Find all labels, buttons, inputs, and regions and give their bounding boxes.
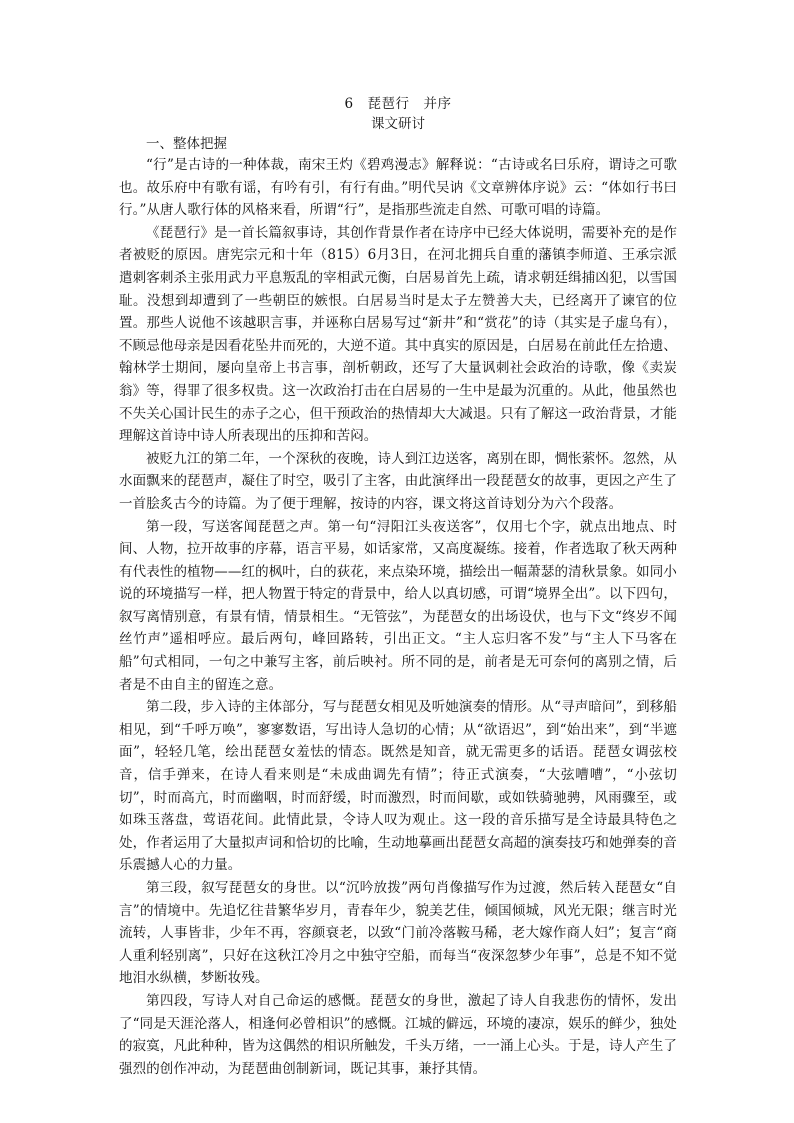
paragraph-section-two: 第二段，步入诗的主体部分，写与琵琶女相见及听她演奏的情形。从“寻声暗问”，到移船相见，到“千呼万唤”，寥寥数语，写出诗人急切的心情；从“欲语迟”，到“始出来”，到“半遮面”，轻轻几笔，绘出琵琶女羞怯的情态。既然是知音，就无需更多的话语。琵琶女调弦校音，信手弹来，在诗人看来则是“未成曲调先有情”；待正式演奏，“大弦嘈嘈”，“小弦切切”，时而高亢，时而幽咽，时而舒缓，时而激烈，时而间歇，或如铁骑驰骋，风雨骤至，或如珠玉落盘，莺语花间。此情此景，令诗人叹为观止。这一段的音乐描写是全诗最具特色之处，作者运用了大量拟声词和恰切的比喻，生动地摹画出琵琶女高超的演奏技巧和她弹奏的音乐震撼人心的力量。 bbox=[119, 699, 677, 874]
document-page bbox=[119, 95, 677, 1080]
paragraph-background: 《琵琶行》是一首长篇叙事诗，其创作背景作者在诗序中已经大体说明，需要补充的是作者被贬的原因。唐宪宗元和十年（815）6月3日，在河北拥兵自重的藩镇李师道、王承宗派遣刺客刺杀主张用武力平息叛乱的宰相武元衡，白居易首先上疏，请求朝廷缉捕凶犯，以雪国耻。没想到却遭到了一些朝臣的嫉恨。白居易当时是太子左赞善大夫，已经离开了谏官的位置。那些人说他不该越职言事，并诬称白居易写过“新井”和“赏花”的诗（其实是子虚乌有），不顾忌他母亲是因看花坠井而死的，大逆不道。其中真实的原因是，白居易在前此任左拾遗、翰林学士期间，屡向皇帝上书言事，剖析朝政，还写了大量讽刺社会政治的诗歌，像《卖炭翁》等，得罪了很多权贵。这一次政治打击在白居易的一生中是最为沉重的。从此，他虽然也不失关心国计民生的赤子之心，但干预政治的热情却大大减退。只有了解这一政治背景，才能理解这首诗中诗人所表现出的压抑和苦闷。 bbox=[119, 224, 677, 445]
paragraph-section-one: 第一段，写送客闻琵琶之声。第一句“浔阳江头夜送客”，仅用七个字，就点出地点、时间、人物，拉开故事的序幕，语言平易，如话家常，又高度凝练。接着，作者选取了秋天两种有代表性的植物——红的枫叶，白的荻花，来点染环境，描绘出一幅萧瑟的清秋景象。如同小说的环境描写一样，把人物置于特定的背景中，给人以真切感，可谓“境界全出”。以下四句，叙写离情别意，有景有情，情景相生。“无管弦”，为琵琶女的出场设伏，也与下文“终岁不闻丝竹声”遥相呼应。最后两句，峰回路转，引出正文。“主人忘归客不发”与“主人下马客在船”句式相同，一句之中兼写主客，前后映衬。所不同的是，前者是无可奈何的离别之情，后者是不由自主的留连之意。 bbox=[119, 518, 678, 693]
section-heading-overall: 一、整体把握 bbox=[146, 136, 227, 152]
paragraph-xing-genre: “行”是古诗的一种体裁，南宋王灼《碧鸡漫志》解释说：“古诗或名曰乐府，谓诗之可歌也。故乐府中有歌有谣，有吟有引，有行有曲。”明代吴讷《文章辨体序说》云：“体如行书曰行。”从唐人歌行体的风格来看，所谓“行”，是指那些流走自然、可歌可唱的诗篇。 bbox=[119, 157, 677, 219]
paragraph-intro-structure: 被贬九江的第二年，一个深秋的夜晚，诗人到江边送客，离别在即，惆怅萦怀。忽然，从水面飘来的琵琶声，凝住了时空，吸引了主客，由此演绎出一段琵琶女的故事，更因之产生了一首脍炙古今的诗篇。为了便于理解，按诗的内容，课文将这首诗划分为六个段落。 bbox=[119, 450, 677, 512]
section-subtitle: 课文研讨 bbox=[371, 116, 425, 132]
lesson-title-suffix: 并序 bbox=[423, 96, 452, 112]
paragraph-section-four: 第四段，写诗人对自己命运的感慨。琵琶女的身世，激起了诗人自我悲伤的情怀，发出了“同是天涯沦落人，相逢何必曾相识”的感慨。江城的僻远，环境的凄凉，娱乐的鲜少，独处的寂寞，凡此种种，皆为这偶然的相识所触发，千头万绪，一一涌上心头。于是，诗人产生了强烈的创作冲动，为琵琶曲创制新词，既记其事，兼抒其情。 bbox=[119, 992, 678, 1077]
paragraph-section-three: 第三段，叙写琵琶女的身世。以“沉吟放拨”两句肖像描写作为过渡，然后转入琵琶女“自言”的情境中。先追忆往昔繁华岁月，青春年少，貌美艺佳，倾国倾城，风光无限；继言时光流转，人事皆非，少年不再，容颜衰老，以致“门前冷落鞍马稀，老大嫁作商人妇”；复言“商人重利轻别离”，只好在这秋江冷月之中独守空船，而每当“夜深忽梦少年事”，总是不知不觉地泪水纵横，梦断妆残。 bbox=[119, 880, 677, 987]
lesson-number: 6 bbox=[344, 96, 354, 112]
lesson-title bbox=[119, 95, 677, 114]
lesson-title-main: 琵琶行 bbox=[367, 96, 410, 112]
